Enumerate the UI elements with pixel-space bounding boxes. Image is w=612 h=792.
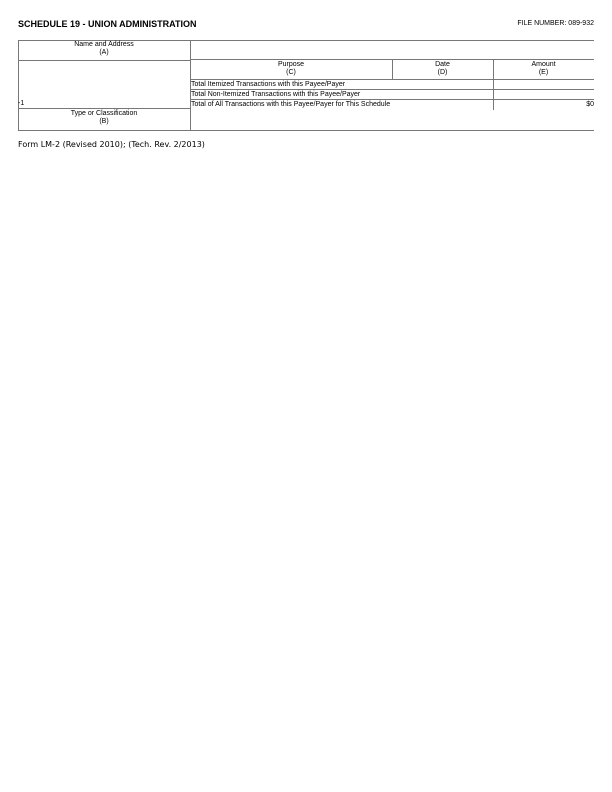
purpose-label: Purpose	[277, 61, 305, 68]
type-header-top	[18, 108, 190, 109]
type-classification-header	[18, 110, 190, 126]
name-address-label: Name and Address	[74, 41, 134, 48]
date-header	[392, 61, 493, 77]
purpose-header	[190, 61, 392, 77]
all-transactions-total-label: Total of All Transactions with this Payee/Payer for This Schedule	[191, 101, 391, 108]
table-bottom-border	[18, 130, 594, 131]
amount-header	[493, 61, 594, 77]
record-id: -1	[18, 100, 25, 107]
name-address-header	[18, 41, 190, 57]
amount-letter: (E)	[538, 69, 549, 76]
itemized-total-label: Total Itemized Transactions with this Payee/Payer	[191, 81, 346, 88]
type-classification-label: Type or Classification	[70, 110, 138, 117]
amount-label: Amount	[531, 61, 556, 68]
date-letter: (D)	[437, 69, 448, 76]
type-classification-letter: (B)	[99, 118, 109, 125]
name-address-letter: (A)	[99, 49, 109, 56]
form-revision-footer: Form LM-2 (Revised 2010); (Tech. Rev. 2/2013)	[18, 140, 205, 149]
purpose-letter: (C)	[286, 69, 296, 76]
file-number: FILE NUMBER: 089-932	[517, 20, 594, 27]
all-transactions-total-value: $0	[586, 101, 594, 108]
schedule-title: SCHEDULE 19 - UNION ADMINISTRATION	[18, 19, 197, 29]
name-header-divider	[18, 60, 190, 61]
non-itemized-total-label: Total Non-Itemized Transactions with this Payee/Payer	[191, 91, 361, 98]
date-label: Date	[435, 61, 450, 68]
